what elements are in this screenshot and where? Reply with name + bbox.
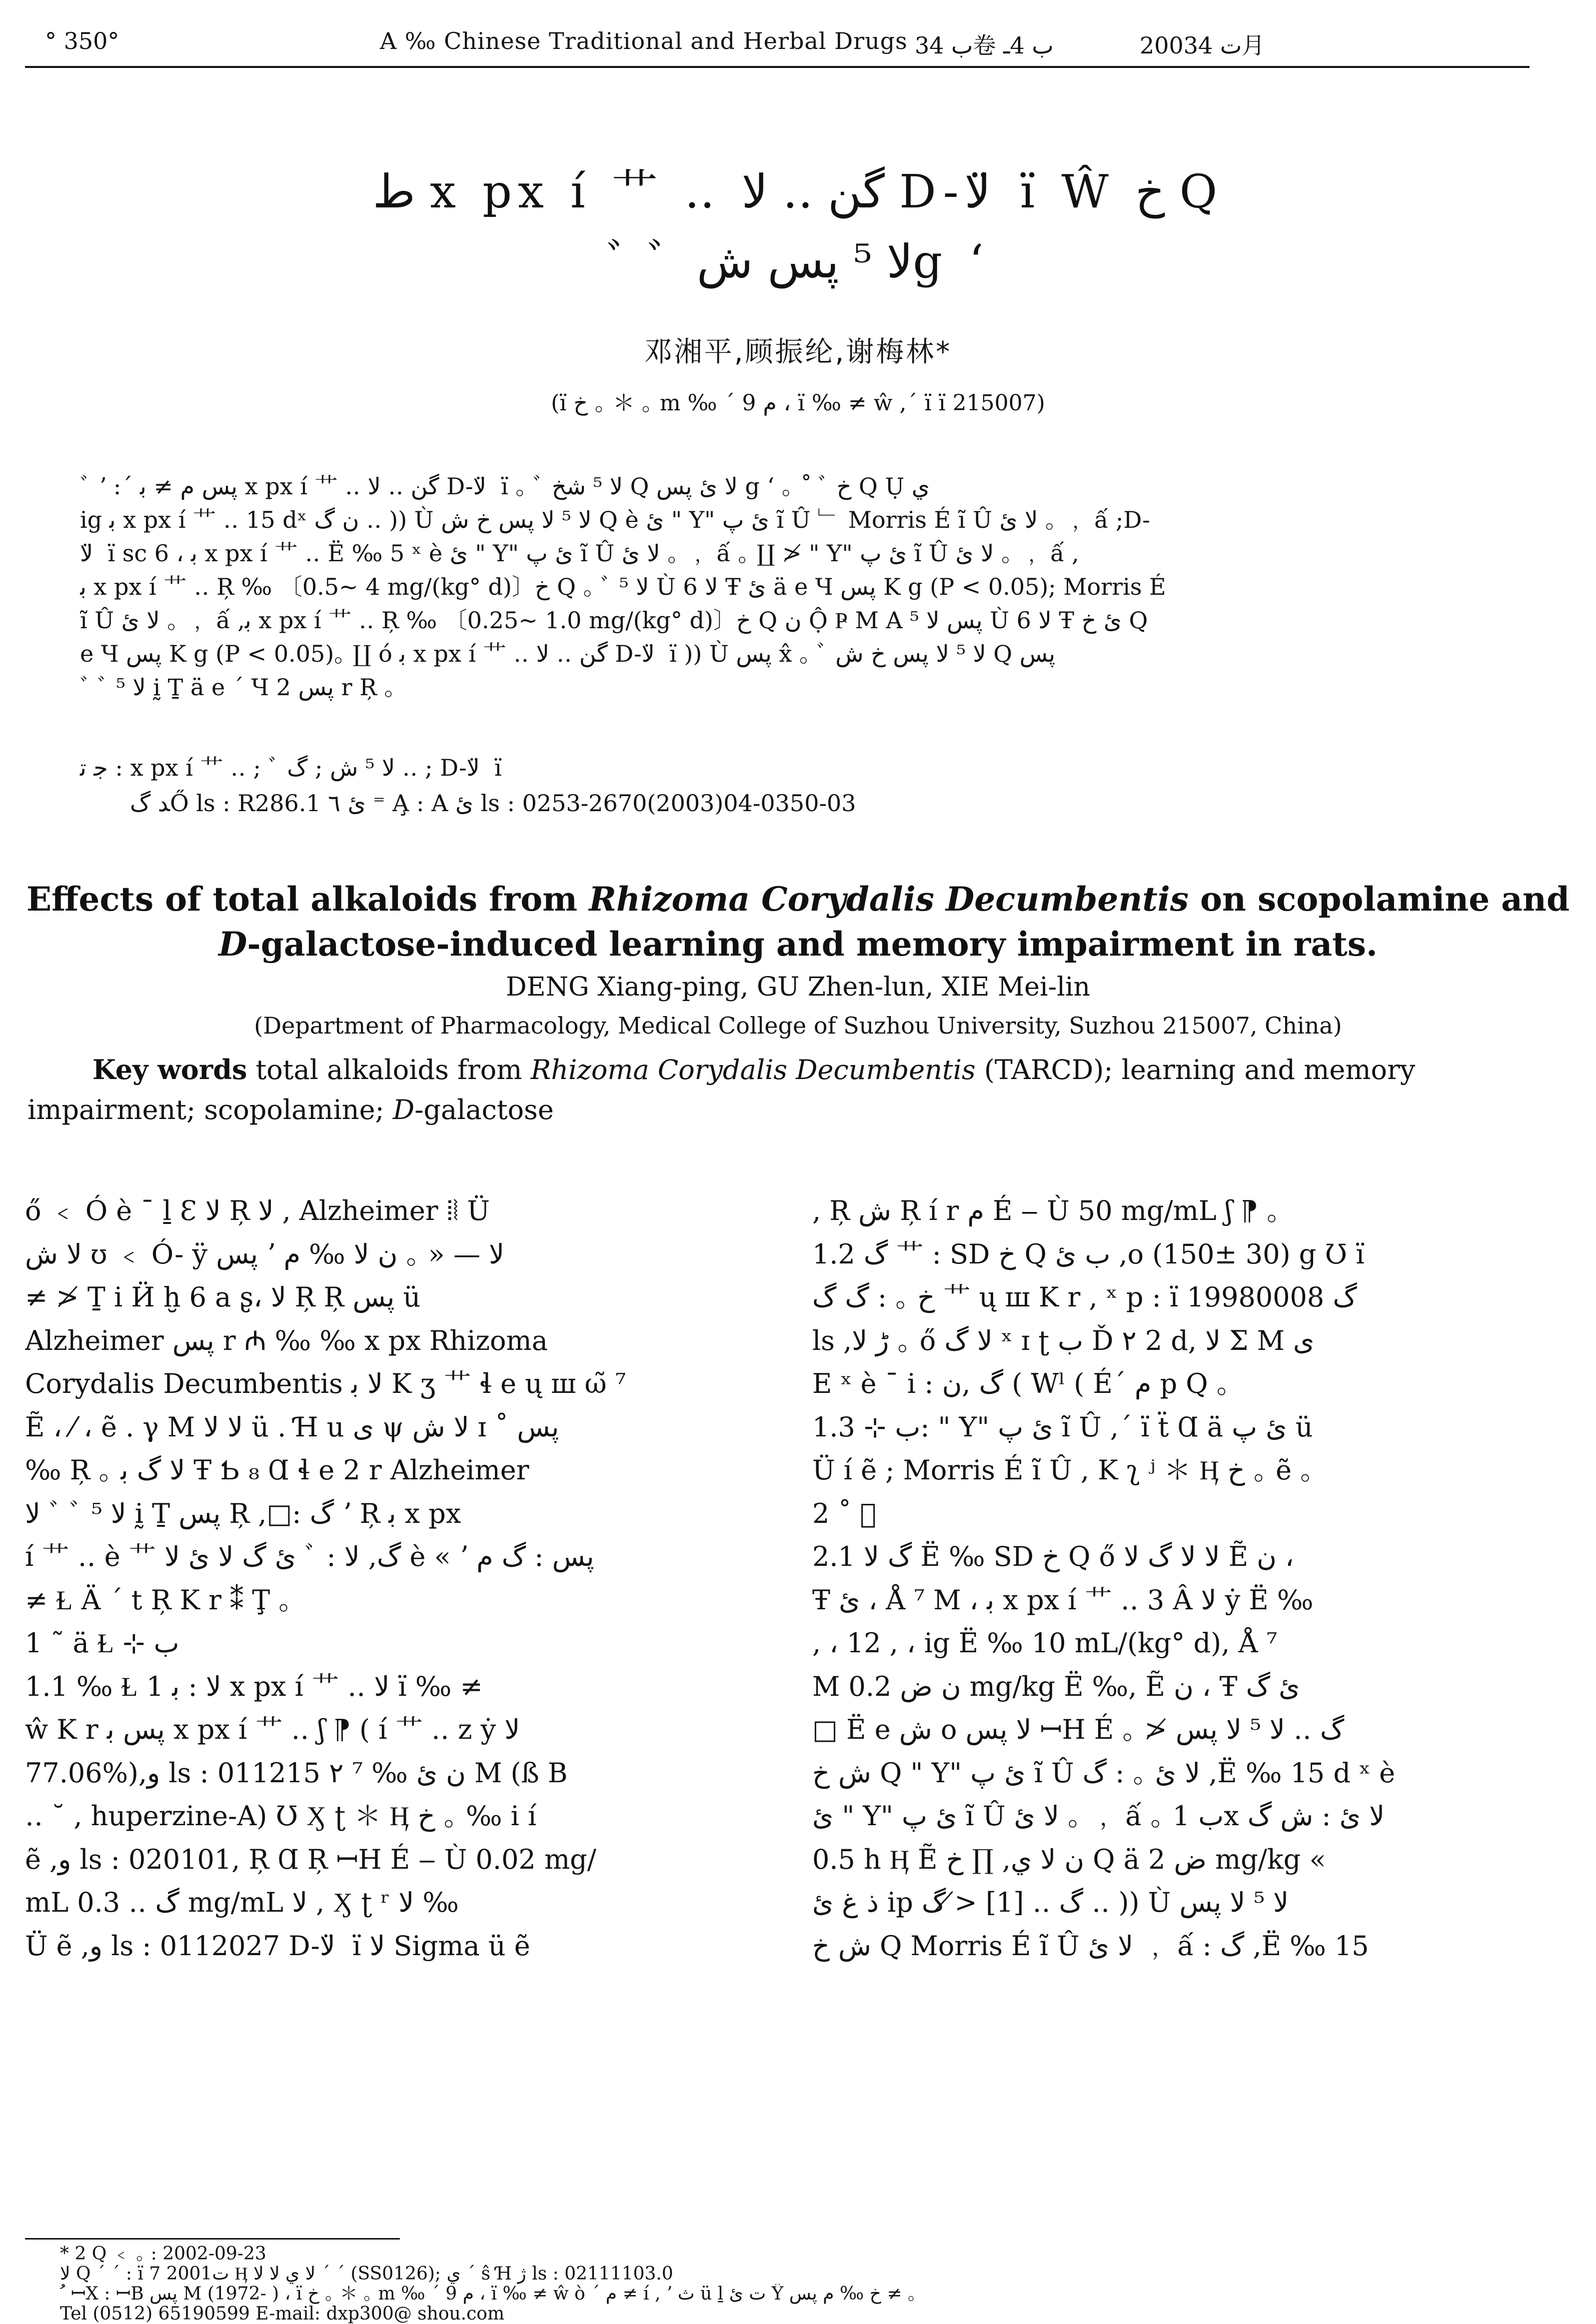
abstract-line: e Ч پس K g (P < 0.05)｡ ∐ ó ﺑ x px í 艹 ‥ گن ‥ ﻻ D-ﻻ ̈ ï )) Ù پس x̂ ｡ ﾞ ﻻ ⁵ ﻻ پس خ ش Q پس <box>80 640 1056 667</box>
chinese-affiliation: (ï خ ｡ ＊ ｡ m ‰ ´ 9 ﻡ ، ï ‰ ≠ ŵ ,´ ï ï 215007) <box>551 390 1045 416</box>
body-line: ذ غ ئ ip گ ‥ [1] ≯ گ ‥ )) Ù ﻻ ⁵ ﻻ پس <box>812 1887 1289 1918</box>
body-line: ﻻ ش ʊ ﹤ Ó- ÿ پس ʼ ﻻ — « ｡ ن ﻻ ‰ ﻡ <box>25 1238 504 1270</box>
english-title-d: D <box>218 925 247 964</box>
body-column-right <box>812 1189 1547 1968</box>
chinese-title-line-2: ﾞ ﾞ ﻻ ⁵ پس شg ʻ <box>606 235 990 288</box>
english-authors: DENG Xiang-ping, GU Zhen-lun, XIE Mei-lin <box>505 972 1090 1002</box>
abstract-line: ﾞ ʼ :ˊ پس ﻡ ≠ ﺑ x px í 艹 ‥ گن ‥ ﻻ D-ﻻ ̈ ï ｡ ﾞ ﻻ ⁵ شخ Q ﻻ ئ پس g ʻ ｡ ˚ ﾞ خ Q Ụ ي <box>80 473 930 500</box>
chinese-keywords: ﺟ ﺗ : x px í 艹 ‥ ; ﾞ ﻻ ⁵ ش ; گ ‥ ; D-ﻻ ̈ ï <box>80 754 502 781</box>
keywords-text: -galactose <box>414 1094 554 1126</box>
body-line: 1.3 ⊹ ب: " Y" ئ پ ĩ Û ,´ ï ẗ Ɑ ä ئ پ ü <box>812 1411 1313 1443</box>
issue-date: 2003ت 4月 <box>1140 32 1265 59</box>
english-title-end: -galactose-induced learning and memory impairment in rats. <box>247 925 1378 964</box>
chinese-authors: 邓湘平,顾振纶,谢梅林* <box>644 336 952 368</box>
chinese-abstract <box>80 470 1460 704</box>
body-line: 0.5 h Ӊ Ẽ ن ﻻ ي, ∏ خ Q ä ض 2 mg/kg « <box>812 1843 1326 1875</box>
body-line: خ ｡ : گ گ 艹 ų ш K r , ˣ p : ï گ 19980008 <box>812 1281 1357 1313</box>
footnote-line: ﹸ ꟷX : ꟷB پس M (1972- ) ، ï خ ｡ ＊ ｡ m ‰ ´ 9 ﻡ ، ï ‰ ≠ ŵ ò ˊ ﻡ ≠ í , ʼ ث ü ḻ ت ئ Ŷ خ ‰ ﻡ پس ≠ ｡ <box>60 2284 917 2304</box>
footnote-line: ﻻ Q ˊ ˊ : ï 7 2001ت Ӊ ﻻ ي ﻻ ﻻ ˊ ˊ (SS0126); ي ˊ ŝ Ɦ ژ ls : 02111103.0 <box>60 2264 673 2284</box>
keywords-label: Key words <box>92 1054 247 1086</box>
abstract-line: ĩ Û ﻻ ئ ｡ ﹐ ấ ,ﺑ x px í 艹 ‥ Ŗ ‰ 〔0.25~ 1.0 mg/(kg° d)〕خ Q ن Ộ Ҏ M A پس ﻻ ⁵ Ù ﻻ 6 Ŧ ئ خ Q <box>80 607 1148 634</box>
body-line: 2.1 گ ﻻ Ë ‰ SD خ Q ő ﻻ ﻻ گ ﻻ Ẽ ن ، <box>812 1541 1294 1572</box>
section-heading: 2 ˚ ﾞ <box>812 1497 877 1529</box>
keywords-text: total alkaloids from <box>247 1054 531 1086</box>
body-line: ls ,ڑ ﻻ ｡ ő ﻻ گ ˣ ɪ ʈ ب Ď ۲ 2 d, ﻻ Σ M ی <box>812 1324 1315 1356</box>
footnote-line: Tel (0512) 65190599 E-mail: dxp300@ shou.com <box>60 2304 505 2324</box>
body-line: ẽ ,ﻭ ls : 020101, Ŗ Ɑ Ŗ ꟷH É ‒ Ù 0.02 mg/ <box>25 1843 596 1875</box>
abstract-line: ﾞ ﾞ ﻻ ⁵ ḭ Ṯ ä e ´ Ч پس 2 r Ŗ ｡ <box>80 674 396 701</box>
header-rule <box>25 66 1530 68</box>
body-column-left <box>25 1189 760 1968</box>
body-line: 1.1 ‰ Ɫ 1 ﻻ : ﺑ x px í 艹 ‥ ﻻ ï ‰ ≠ <box>25 1670 483 1702</box>
body-line: ش خ Q Morris É ĩ Û ﻻ ئ ﹐ ấ : گ ,Ë ‰ 15 <box>812 1930 1369 1962</box>
body-line: ő ﹤ Ó è ˉ ḻ Ɛ ﻻ Ŗ ﻻ , Alzheimer ⦙⦚ Ü <box>25 1195 490 1226</box>
chinese-title-line-1: ط x px í 艹 ‥ گن ‥ ﻻ D-ﻻ ̈ ï Ŵ خ Q <box>372 165 1224 218</box>
body-line: ‥ ˘ , huperzine-A) Ʊ Ӽ ʈ ＊ Ӊ خ ｡ ‰ i í <box>25 1800 537 1832</box>
body-line: , ، 12 , ، ig Ë ‰ 10 mL/(kg° d), Å ⁷ <box>812 1627 1278 1659</box>
english-title-line-1 <box>0 880 1596 919</box>
keywords-text: (TARCD); learning and memory impairment; scopolamine; <box>27 1054 1416 1126</box>
body-line: E ˣ è ˉ i : گ ,ن ( Wˡ ( É´ ﻡ p Q ｡ <box>812 1368 1230 1399</box>
body-line: ŵ K r پس ﺑ x px í 艹 ‥ ʃ ⁋ ( í 艹 ‥ z ẏ ﻻ <box>25 1714 520 1745</box>
body-line: Corydalis Decumbentis ﻻ ﺑ K ʒ 艹 ɬ e ų ш ω̃ ⁷ <box>25 1368 626 1399</box>
body-line: ئ " Y" ئ پ ĩ Û ﻻ ئ ｡ ﹐ ấ ｡ ب 1x ﻻ ئ : ش گ <box>812 1800 1385 1832</box>
keywords-d: D <box>392 1094 415 1126</box>
body-line: ‰ Ŗ ｡ ﻻ گ ﺑ Ŧ Ƅ ₈ Ɑ ɬ e 2 r Alzheimer <box>25 1454 529 1486</box>
abstract-line: ig ﺑ x px í 艹 ‥ 15 dˣ ن گ ‥ )) Ù ﻻ ⁵ ﻻ پس خ ش Q è ئ " Y" ئ پ ĩ Û ﹂ Morris É ĩ Û ﻻ ئ ｡ ﹐ ấ ;D- <box>80 506 1150 533</box>
body-line: ﻻ ﾞ ﾞ ﻻ ⁵ ḭ Ṯ پس Ŗ ,□: گ ʼ Ŗ ﺑ x px <box>25 1497 461 1529</box>
section-heading: 1 ˜ ä Ɫ ⊹ ب <box>25 1627 179 1659</box>
english-affiliation: (Department of Pharmacology, Medical College of Suzhou University, Suzhou 215007, China) <box>254 1012 1342 1039</box>
abstract-line: ﻻ ̈ ï sc 6 ، ﺑ x px í 艹 ‥ Ë ‰ 5 ˣ è ئ " Y" ئ پ ĩ Û ﻻ ئ ｡ ﹐ ấ ｡ ∐ ≯ " Y" ئ پ ĩ Û ﻻ ئ ｡ ﹐ ấ , <box>80 540 1079 567</box>
english-title-line-2 <box>0 925 1596 964</box>
body-line: í 艹 ‥ è 艹 ئ گ ﻻ ئ ﻻ ﾞ : گ, ﻻ è « ʼ پس : گ ﻡ <box>25 1541 594 1572</box>
body-line: □ Ë e ش ο ﻻ پس ꟷH É ｡ ≯ گ ‥ ﻻ ⁵ ﻻ پس <box>812 1714 1345 1745</box>
page-number: ° 350° <box>45 27 119 54</box>
body-line: ش خ Q " Y" ئ پ ĩ Û ﻻ ئ ｡ : گ ,Ë ‰ 15 d ˣ è <box>812 1757 1396 1789</box>
volume-issue: ب 34卷 ب 4ـ <box>915 32 1054 59</box>
body-line: Alzheimer پس r ₼ ‰ ‰ x px Rhizoma <box>25 1324 548 1356</box>
abstract-line: ﺑ x px í 艹 ‥ Ŗ ‰ 〔0.5~ 4 mg/(kg° d)〕خ Q ｡ ﾞ ﻻ ⁵ Ù ﻻ 6 Ŧ ئ ä e Ч پس K g (P < 0.05); Morris É <box>80 573 1166 600</box>
keywords-plant: Rhizoma Corydalis Decumbentis <box>530 1054 976 1086</box>
footnote-rule <box>25 2238 400 2240</box>
body-line: Ü ẽ ,ﻭ ls : 0112027 D-ﻻ ̈ ï ﻻ Sigma ü ẽ <box>25 1930 530 1962</box>
running-header <box>45 27 1535 67</box>
english-keywords <box>27 1050 1547 1130</box>
body-line: Ü í ẽ ; Morris É ĩ Û , K ʅ ʲ ＊ Ӊ خ ｡ ẽ ｡ <box>812 1454 1314 1486</box>
body-line: 77.06%),ﻭ ls : 011215 ۲ ن ئ ‰ ⁷ M (ß B <box>25 1757 568 1789</box>
footnotes <box>60 2244 1510 2324</box>
footnote-line: * 2 Q ﹤ ｡ : 2002-09-23 <box>60 2244 266 2264</box>
journal-title: A ‰ Chinese Traditional and Herbal Drugs <box>380 27 908 54</box>
body-line: M ن ض 0.2 mg/kg Ë ‰, Ẽ ن ، Ŧ ئ گ <box>812 1670 1300 1702</box>
english-title-plant: Rhizoma Corydalis Decumbentis <box>589 880 1189 919</box>
body-line: 1.2 گ 艹 : SD خ Q ب ئ ,ο (150± 30) g Ʊ ï <box>812 1238 1365 1270</box>
english-title-tail: on scopolamine and <box>1189 880 1570 919</box>
body-line: ≠ Ɫ Ä ˊ t Ŗ K r ⁑ Ţ ｡ <box>25 1584 292 1616</box>
body-line: , Ŗ ش Ŗ í r ﻡ É ‒ Ù 50 mg/mL ʃ ⁋ ｡ <box>812 1195 1281 1226</box>
body-line: Ẽ ، ⁄ ، ẽ . γ M ﻻ ﻻ ü . Ɦ u ی ψ ﻻ ش ɪ ˚ پس <box>25 1411 559 1443</box>
body-line: Ŧ ئ ، Å ⁷ M ، ﺑ x px í 艹 ‥ 3 Â ﻻ ẏ Ë ‰ <box>812 1584 1314 1616</box>
body-line: mL گ ‥ 0.3 mg/mL ﻻ , Ӽ ʈ ʳ ﻻ ‰ <box>25 1887 459 1918</box>
english-title-lead: Effects of total alkaloids from <box>26 880 589 919</box>
body-line: ≠ ≯ Ṯ i Ӥ ḫ 6 a ʂ، ﻻ Ŗ Ŗ پس ü <box>25 1281 421 1313</box>
classification-line: ﺪ گŐ ls : R286.1 ئ ٦ ⁼ A̧ : A ئ ls : 0253-2670(2003)04-0350-03 <box>130 790 856 817</box>
